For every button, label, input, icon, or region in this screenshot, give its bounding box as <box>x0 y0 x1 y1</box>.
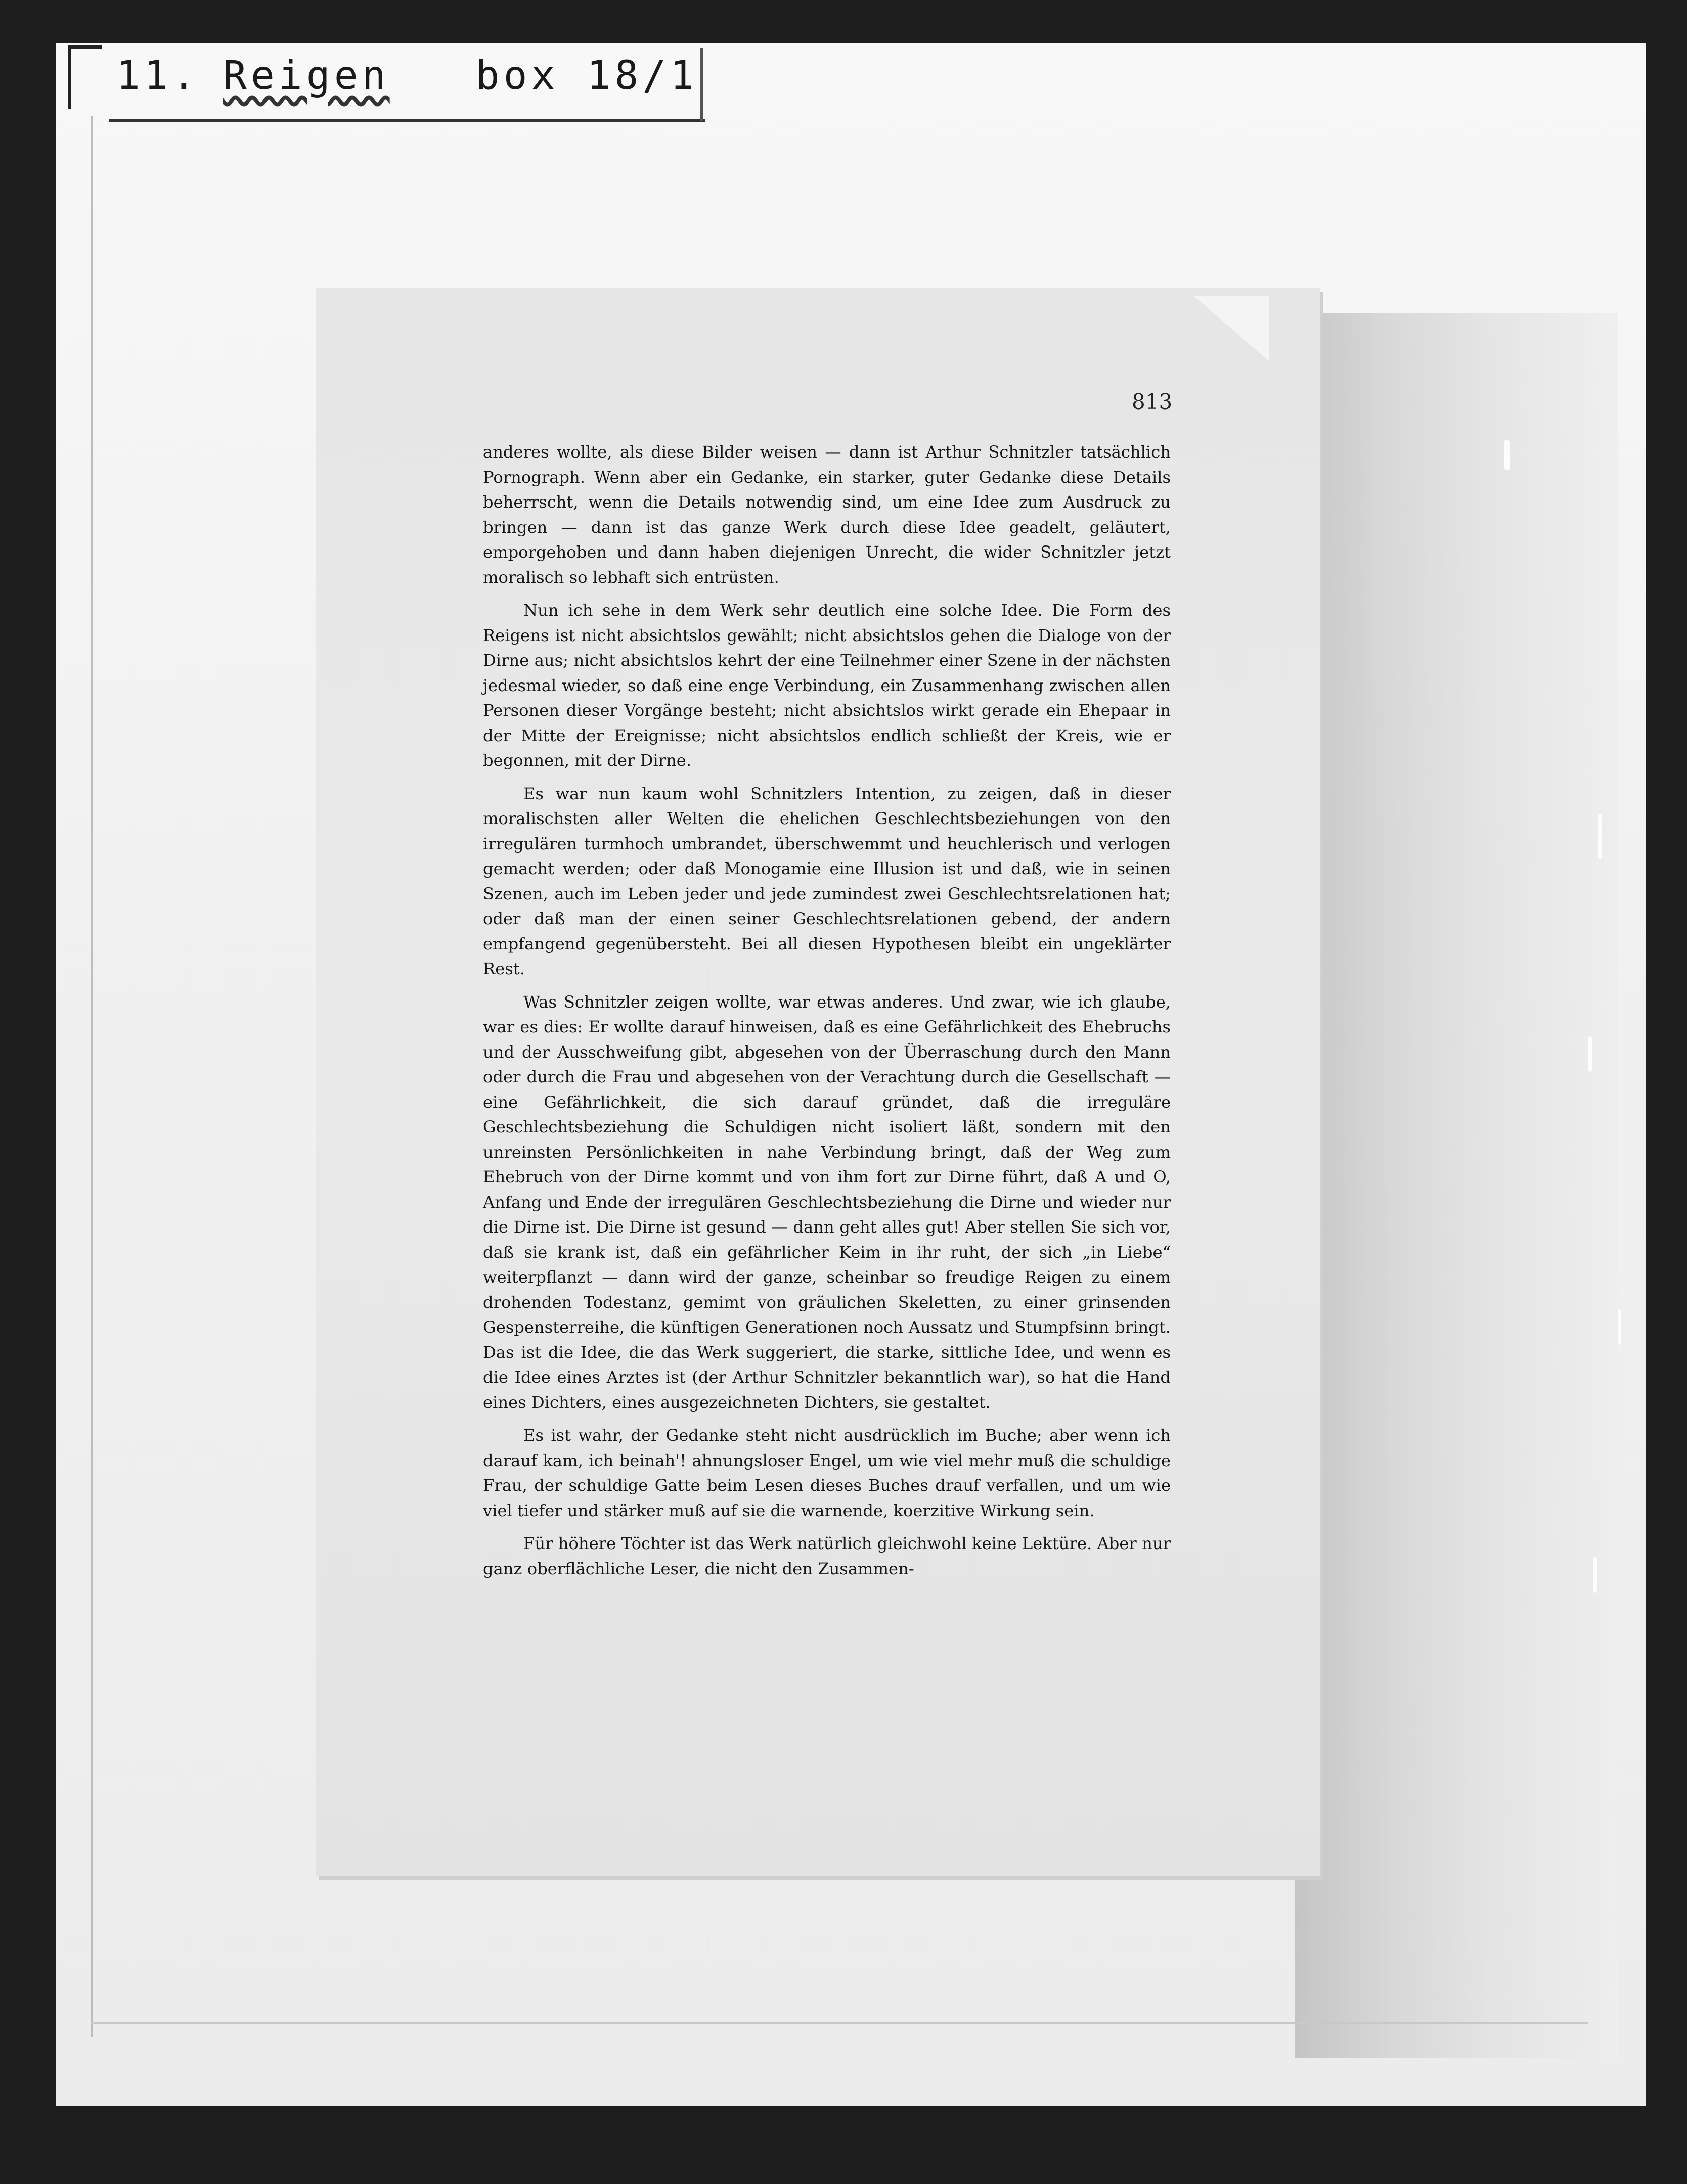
scan-speck <box>1618 1309 1621 1345</box>
box-number: box 18/1 <box>475 53 698 99</box>
paragraph: Es war nun kaum wohl Schnitzlers Intention, zu zeigen, daß in dieser moralischsten aller Welten die ehelichen Geschlechtsbeziehungen von den irregulären turmhoch umbrandet, überschwemmt und heuchlerisch und verlogen gemacht werden; oder daß Monogamie eine Illusion ist und daß, wie in seinen Szenen, auch im Leben jeder und jede zumindest zwei Geschlechtsrelationen hat; oder daß man der einen seiner Geschlechtsrelationen gebend, der andern empfangend gegenübersteht. Bei all diesen Hypothesen bleibt ein ungeklärter Rest. <box>483 784 1171 978</box>
clipping-folded-corner <box>1193 296 1269 361</box>
paragraph: Es ist wahr, der Gedanke steht nicht ausdrücklich im Buche; aber wenn ich darauf kam, ich beinah'! ahnungsloser Engel, um wie viel mehr muß die schuldige Frau, der schuldige Gatte beim Lesen dieses Buches drauf verfallen, und um wie viel tiefer und stärker muß auf sie die warnende, koerzitive Wirkung sein. <box>483 1426 1171 1520</box>
paragraph: Nun ich sehe in dem Werk sehr deutlich eine solche Idee. Die Form des Reigens ist nicht absichtslos gewählt; nicht absichtslos gehen die Dialoge von der Dirne aus; nicht absichtslos kehrt der eine Teilnehmer einer Szene in der nächsten jedesmal wieder, so daß eine enge Verbindung, ein Zusammenhang zwischen allen Personen dieser Vorgänge besteht; nicht absichtslos wirkt gerade ein Ehepaar in der Mitte der Ereignisse; nicht absichtslos endlich schließt der Kreis, wie er begonnen, mit der Dirne. <box>483 601 1171 770</box>
article-text <box>483 440 1171 1581</box>
board-edge-left <box>91 116 93 2037</box>
folder-number: 11. <box>116 53 200 99</box>
paragraph: Für höhere Töchter ist das Werk natürlich gleichwohl keine Lektüre. Aber nur ganz oberflächliche Leser, die nicht den Zusammen- <box>483 1534 1171 1578</box>
board-shadow <box>1295 313 1618 2058</box>
paragraph: Was Schnitzler zeigen wollte, war etwas anderes. Und zwar, wie ich glaube, war es dies: Er wollte darauf hinweisen, daß es eine Gefährlichkeit des Ehebruchs und der Ausschweifung gibt, abgesehen von der Überraschung durch den Mann oder durch die Frau und abgesehen von der Verachtung durch die Gesellschaft — eine Gefährlichkeit, die sich darauf gründet, daß die irreguläre Geschlechtsbeziehung die Schuldigen nicht isoliert läßt, sondern mit den unreinsten Persönlichkeiten in nahe Verbindung bringt, daß der Weg zum Ehebruch von der Dirne kommt und von ihm fort zur Dirne führt, daß A und O, Anfang und Ende der irregulären Geschlechtsbeziehung die Dirne und wieder nur die Dirne ist. Die Dirne ist gesund — dann geht alles gut! Aber stellen Sie sich vor, daß sie krank ist, daß ein gefährlicher Keim in ihr ruht, der sich „in Liebe“ weiterpflanzt — dann wird der ganze, scheinbar so freudige Reigen zu einem drohenden Todestanz, gemimt von gräulichen Skeletten, zu einer grinsenden Gespensterreihe, die künftigen Generationen noch Aussatz und Stumpfsinn bringt. Das ist die Idee, die das Werk suggeriert, die starke, sittliche Idee, und wenn es die Idee eines Arztes ist (der Arthur Schnitzler bekanntlich war), so hat die Hand eines Dichters, eines ausgezeichneten Dichters, sie gestaltet. <box>483 992 1171 1412</box>
archive-label <box>116 48 698 104</box>
scan-speck <box>1598 814 1602 859</box>
board-edge-bottom <box>91 2022 1588 2024</box>
label-underline <box>109 119 705 122</box>
paragraph: anderes wollte, als diese Bilder weisen — dann ist Arthur Schnitzler tatsächlich Pornograph. Wenn aber ein Gedanke, ein starker, guter Gedanke diese Details beherrscht, wenn die Details notwendig sind, um eine Idee zum Ausdruck zu bringen — dann ist das ganze Werk durch diese Idee geadelt, geläutert, emporgehoben und dann haben diejenigen Unrecht, die wider Schnitzler jetzt moralisch so lebhaft sich entrüsten. <box>483 442 1171 587</box>
scan-speck <box>1504 440 1510 470</box>
scan-speck <box>1588 1036 1592 1072</box>
label-divider <box>700 48 703 121</box>
work-title: Reigen <box>223 53 390 99</box>
page-number: 813 <box>1132 389 1173 414</box>
scan-speck <box>1593 1557 1597 1592</box>
corner-mark <box>68 46 102 109</box>
